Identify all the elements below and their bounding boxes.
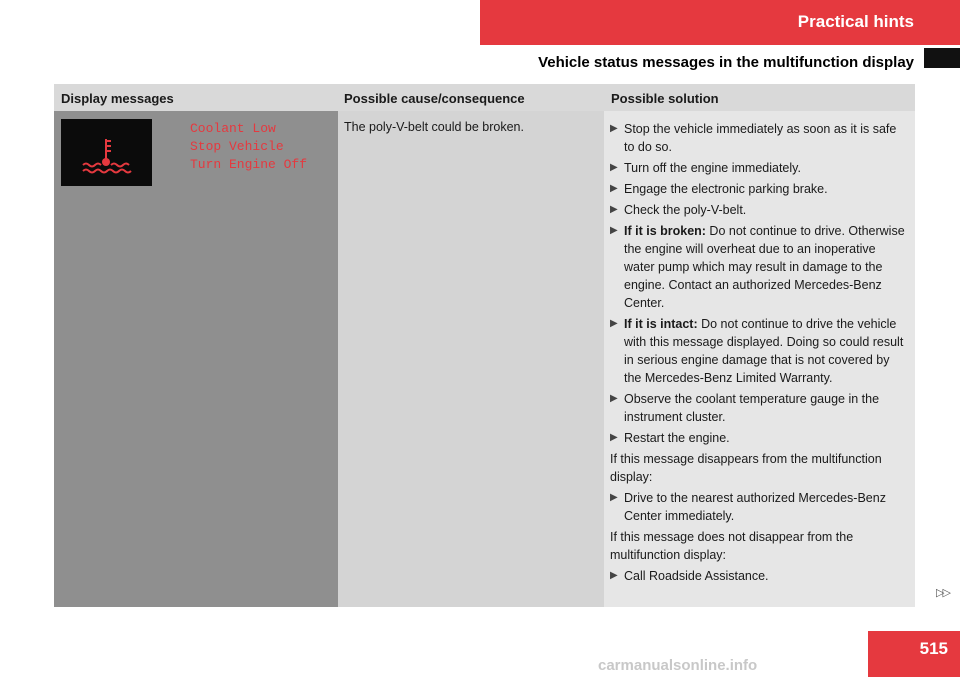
- solution-list: [610, 120, 909, 588]
- bullet-arrow-icon: ▶: [610, 318, 618, 329]
- bullet-arrow-icon: ▶: [610, 393, 618, 404]
- bullet-arrow-icon: ▶: [610, 225, 618, 236]
- coolant-temperature-warning-icon: [61, 119, 152, 186]
- page-number-tab: [868, 631, 960, 677]
- step-text: Do not continue to drive the vehicle with this message displayed. Doing so could result in serious engine damage that is not covered by the Mercedes-Benz Limited Warranty.: [624, 317, 904, 385]
- header-display-messages: Display messages: [61, 91, 174, 106]
- solution-step: [610, 201, 909, 219]
- display-line-stop-vehicle: Stop Vehicle: [190, 139, 284, 154]
- display-screen: [61, 119, 152, 186]
- messages-table: [54, 84, 915, 607]
- display-line-turn-engine-off: Turn Engine Off: [190, 157, 308, 172]
- watermark: carmanualsonline.info: [598, 657, 758, 674]
- continue-arrows-icon: ▷▷: [936, 587, 949, 599]
- solution-paragraph: If this message does not disappear from the multifunction display:: [610, 530, 854, 562]
- step-text: Check the poly-V-belt.: [624, 203, 747, 217]
- step-bold-label: If it is intact:: [624, 317, 698, 331]
- solution-step: [610, 489, 909, 525]
- display-text: [190, 120, 307, 174]
- solution-steps: [610, 120, 909, 447]
- solution-step: [610, 222, 909, 312]
- cause-text: The poly-V-belt could be broken.: [344, 120, 524, 134]
- bullet-arrow-icon: ▶: [610, 570, 618, 581]
- bullet-arrow-icon: ▶: [610, 183, 618, 194]
- solution-paragraph: If this message disappears from the multifunction display:: [610, 452, 882, 484]
- solution-step: [610, 567, 909, 585]
- step-text: Turn off the engine immediately.: [624, 161, 801, 175]
- solution-step: [610, 120, 909, 156]
- bullet-arrow-icon: ▶: [610, 123, 618, 134]
- step-text: Restart the engine.: [624, 431, 730, 445]
- step-text: Engage the electronic parking brake.: [624, 182, 828, 196]
- bullet-arrow-icon: ▶: [610, 432, 618, 443]
- solution-step: [610, 315, 909, 387]
- solution-step: [610, 390, 909, 426]
- solution-step: [610, 429, 909, 447]
- solution-step: [610, 180, 909, 198]
- table-header: [54, 84, 915, 111]
- solution-step: [610, 159, 909, 177]
- step-bold-label: If it is broken:: [624, 224, 706, 238]
- display-messages-cell: [54, 111, 338, 607]
- step-text: Drive to the nearest authorized Mercedes-Benz Center immediately.: [624, 491, 886, 523]
- header-possible-solution: Possible solution: [611, 91, 719, 106]
- possible-solution-cell: [604, 111, 915, 607]
- solution-steps: [610, 489, 909, 525]
- bullet-arrow-icon: ▶: [610, 492, 618, 503]
- display-line-coolant-low: Coolant Low: [190, 121, 276, 136]
- bullet-arrow-icon: ▶: [610, 204, 618, 215]
- section-title: Practical hints: [797, 12, 914, 31]
- step-text: Stop the vehicle immediately as soon as it is safe to do so.: [624, 122, 897, 154]
- header-possible-cause: Possible cause/consequence: [344, 91, 525, 106]
- possible-cause-cell: [338, 111, 604, 607]
- step-text: Observe the coolant temperature gauge in the instrument cluster.: [624, 392, 880, 424]
- page-number: 515: [919, 639, 948, 658]
- solution-steps: [610, 567, 909, 585]
- step-text: Call Roadside Assistance.: [624, 569, 769, 583]
- page-subtitle: Vehicle status messages in the multifunction display: [538, 54, 914, 71]
- thumb-index-tab: [924, 48, 960, 68]
- step-text: Do not continue to drive. Otherwise the engine will overheat due to an inoperative water pump which may result in damage to the engine. Contact an authorized Mercedes-Benz Center.: [624, 224, 905, 310]
- bullet-arrow-icon: ▶: [610, 162, 618, 173]
